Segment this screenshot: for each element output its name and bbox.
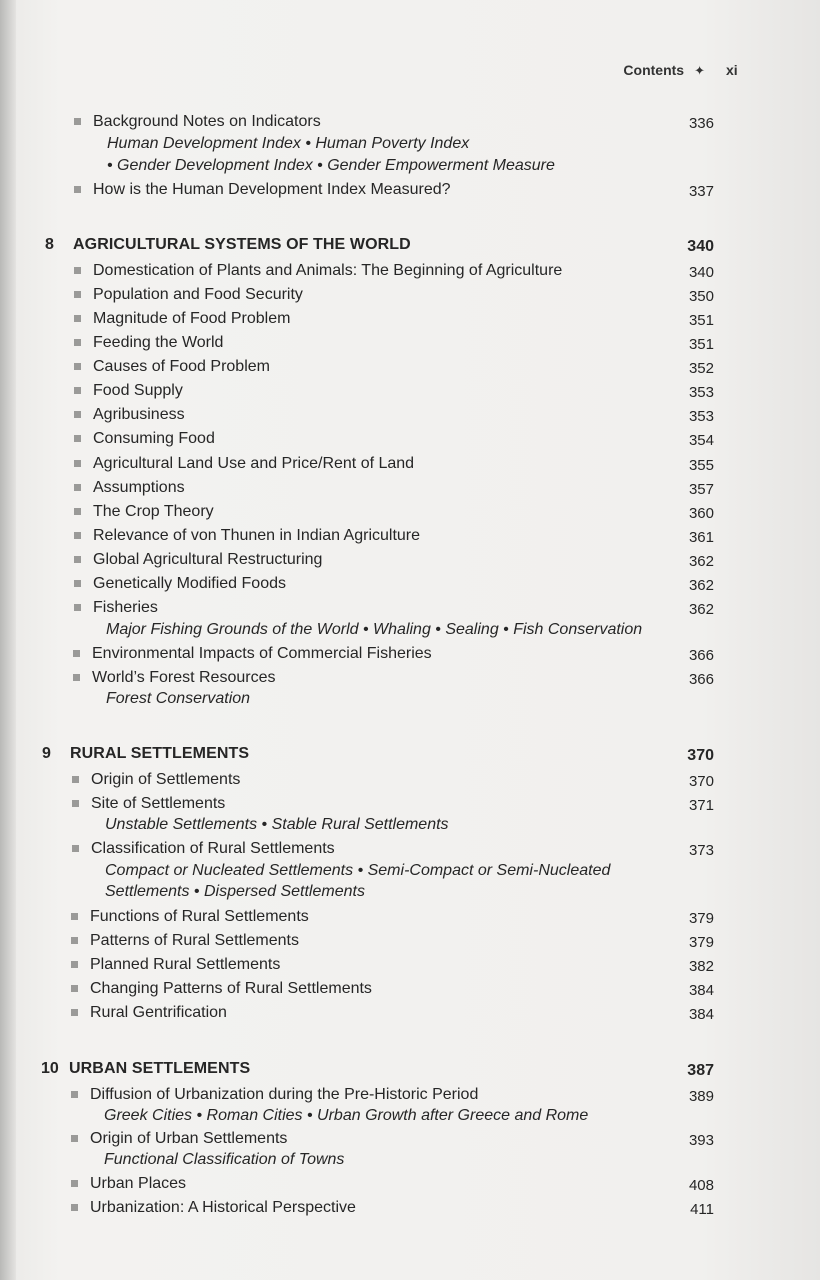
- entry-title: Consuming Food: [93, 430, 215, 447]
- entry-title: Environmental Impacts of Commercial Fisheries: [92, 645, 432, 662]
- entry-title: Feeding the World: [93, 334, 224, 351]
- entry-title: Planned Rural Settlements: [90, 956, 281, 973]
- page-number: 352: [688, 360, 714, 377]
- chapter-number: 8: [45, 236, 54, 253]
- square-bullet-icon: [71, 913, 78, 920]
- square-bullet-icon: [74, 532, 81, 539]
- page-number: 384: [688, 1006, 714, 1023]
- page-number: 362: [688, 577, 714, 594]
- page-number: 350: [688, 288, 714, 305]
- square-bullet-icon: [74, 484, 81, 491]
- entry-title: Diffusion of Urbanization during the Pre-Historic Period: [90, 1086, 479, 1103]
- toc-entry-row: [0, 906, 820, 928]
- toc-entry-row: [0, 643, 820, 665]
- page-number: 373: [688, 842, 714, 859]
- page-number: 353: [688, 408, 714, 425]
- page-number: 379: [688, 934, 714, 951]
- square-bullet-icon: [74, 460, 81, 467]
- toc-subtopics-row: [0, 860, 820, 882]
- square-bullet-icon: [74, 339, 81, 346]
- running-head-label: Contents: [623, 62, 685, 78]
- toc-entry-row: [0, 111, 820, 133]
- square-bullet-icon: [72, 845, 79, 852]
- chapter-number: 10: [41, 1060, 59, 1077]
- page-number: 370: [688, 773, 714, 790]
- toc-subtopics-row: [0, 881, 820, 903]
- page-number: 351: [688, 312, 714, 329]
- square-bullet-icon: [71, 961, 78, 968]
- page-number: 351: [688, 336, 714, 353]
- toc-entry-row: [0, 380, 820, 402]
- entry-title: Agribusiness: [93, 406, 185, 423]
- square-bullet-icon: [74, 411, 81, 418]
- entry-title: Population and Food Security: [93, 286, 303, 303]
- square-bullet-icon: [74, 363, 81, 370]
- chapter-title: RURAL SETTLEMENTS: [70, 745, 250, 762]
- diamond-ornament-icon: ✦: [694, 63, 705, 78]
- page-number: 379: [688, 910, 714, 927]
- chapter-number: 9: [42, 745, 51, 762]
- subtopics-text: Functional Classification of Towns: [104, 1151, 345, 1168]
- page-number: 362: [688, 553, 714, 570]
- square-bullet-icon: [71, 985, 78, 992]
- chapter-title: AGRICULTURAL SYSTEMS OF THE WORLD: [73, 236, 411, 253]
- subtopics-text: Forest Conservation: [106, 690, 251, 707]
- toc-subtopics-row: [0, 1105, 820, 1127]
- subtopics-text: Greek Cities • Roman Cities • Urban Growth after Greece and Rome: [104, 1107, 589, 1124]
- square-bullet-icon: [74, 604, 81, 611]
- square-bullet-icon: [74, 315, 81, 322]
- square-bullet-icon: [74, 580, 81, 587]
- toc-entry-row: [0, 1128, 820, 1150]
- toc-entry-row: [0, 525, 820, 547]
- page-number: 360: [688, 505, 714, 522]
- entry-title: Relevance of von Thunen in Indian Agriculture: [93, 527, 421, 544]
- entry-title: Functions of Rural Settlements: [90, 908, 309, 925]
- toc-entry-row: [0, 477, 820, 499]
- page-number: 371: [688, 797, 714, 814]
- toc-subtopics-row: [0, 1149, 820, 1171]
- running-head-page-number: xi: [726, 62, 738, 78]
- entry-title: Urban Places: [90, 1175, 187, 1192]
- entry-title: Domestication of Plants and Animals: The Beginning of Agriculture: [93, 262, 563, 279]
- page-number: 337: [688, 183, 714, 200]
- square-bullet-icon: [71, 1204, 78, 1211]
- toc-chapter-row: [0, 1058, 820, 1080]
- toc-entry-row: [0, 667, 820, 689]
- page-number: 361: [688, 529, 714, 546]
- entry-title: Classification of Rural Settlements: [91, 840, 335, 857]
- square-bullet-icon: [74, 267, 81, 274]
- square-bullet-icon: [71, 1091, 78, 1098]
- square-bullet-icon: [74, 435, 81, 442]
- page-number: 393: [688, 1132, 714, 1149]
- page-number: 387: [687, 1062, 714, 1079]
- square-bullet-icon: [74, 508, 81, 515]
- toc-entry-row: [0, 838, 820, 860]
- page-number: 370: [687, 747, 714, 764]
- toc-subtopics-row: [0, 155, 820, 177]
- square-bullet-icon: [72, 776, 79, 783]
- subtopics-text: Major Fishing Grounds of the World • Whaling • Sealing • Fish Conservation: [106, 621, 643, 638]
- entry-title: Food Supply: [93, 382, 183, 399]
- subtopics-text: Human Development Index • Human Poverty Index: [107, 135, 470, 152]
- entry-title: Agricultural Land Use and Price/Rent of Land: [93, 455, 415, 472]
- page-number: 389: [688, 1088, 714, 1105]
- square-bullet-icon: [74, 556, 81, 563]
- page-number: 340: [687, 238, 714, 255]
- chapter-title: URBAN SETTLEMENTS: [69, 1060, 251, 1077]
- toc-entry-row: [0, 954, 820, 976]
- entry-title: Fisheries: [93, 599, 158, 616]
- square-bullet-icon: [74, 291, 81, 298]
- toc-entry-row: [0, 260, 820, 282]
- toc-entry-row: [0, 793, 820, 815]
- page-number: 357: [688, 481, 714, 498]
- toc-entry-row: [0, 597, 820, 619]
- square-bullet-icon: [71, 1180, 78, 1187]
- toc-entry-row: [0, 769, 820, 791]
- entry-title: Assumptions: [93, 479, 185, 496]
- entry-title: Patterns of Rural Settlements: [90, 932, 299, 949]
- running-head: [623, 62, 738, 79]
- toc-entry-row: [0, 332, 820, 354]
- page-number: 362: [688, 601, 714, 618]
- toc-entry-row: [0, 1002, 820, 1024]
- entry-title: Site of Settlements: [91, 795, 226, 812]
- entry-title: Genetically Modified Foods: [93, 575, 286, 592]
- entry-title: Changing Patterns of Rural Settlements: [90, 980, 372, 997]
- square-bullet-icon: [74, 387, 81, 394]
- page-number: 336: [688, 115, 714, 132]
- page-number: 382: [688, 958, 714, 975]
- toc-entry-row: [0, 1197, 820, 1219]
- entry-title: Urbanization: A Historical Perspective: [90, 1199, 356, 1216]
- toc-subtopics-row: [0, 688, 820, 710]
- toc-entry-row: [0, 1173, 820, 1195]
- toc-entry-row: [0, 930, 820, 952]
- page-number: 408: [688, 1177, 714, 1194]
- entry-title: Background Notes on Indicators: [93, 113, 321, 130]
- square-bullet-icon: [71, 1009, 78, 1016]
- toc-entry-row: [0, 573, 820, 595]
- square-bullet-icon: [72, 800, 79, 807]
- toc-entry-row: [0, 428, 820, 450]
- subtopics-text: Settlements • Dispersed Settlements: [105, 883, 365, 900]
- entry-title: World’s Forest Resources: [92, 669, 276, 686]
- subtopics-text: • Gender Development Index • Gender Empowerment Measure: [107, 157, 555, 174]
- page-number: 355: [688, 457, 714, 474]
- toc-entry-row: [0, 356, 820, 378]
- square-bullet-icon: [74, 118, 81, 125]
- square-bullet-icon: [73, 674, 80, 681]
- subtopics-text: Unstable Settlements • Stable Rural Settlements: [105, 816, 449, 833]
- entry-title: Origin of Settlements: [91, 771, 241, 788]
- entry-title: How is the Human Development Index Measured?: [93, 181, 451, 198]
- toc-subtopics-row: [0, 814, 820, 836]
- toc-entry-row: [0, 179, 820, 201]
- toc-subtopics-row: [0, 133, 820, 155]
- toc-entry-row: [0, 453, 820, 475]
- page-number: 366: [688, 647, 714, 664]
- toc-entry-row: [0, 1084, 820, 1106]
- toc-entry-row: [0, 978, 820, 1000]
- toc-chapter-row: [0, 743, 820, 765]
- toc-subtopics-row: [0, 619, 820, 641]
- square-bullet-icon: [74, 186, 81, 193]
- square-bullet-icon: [71, 1135, 78, 1142]
- subtopics-text: Compact or Nucleated Settlements • Semi-Compact or Semi-Nucleated: [105, 862, 611, 879]
- entry-title: Magnitude of Food Problem: [93, 310, 291, 327]
- entry-title: The Crop Theory: [93, 503, 214, 520]
- toc-entry-row: [0, 501, 820, 523]
- page-number: 366: [688, 671, 714, 688]
- page-number: 353: [688, 384, 714, 401]
- page-number: 384: [688, 982, 714, 999]
- toc-entry-row: [0, 549, 820, 571]
- entry-title: Rural Gentrification: [90, 1004, 227, 1021]
- page-number: 354: [688, 432, 714, 449]
- toc-entry-row: [0, 284, 820, 306]
- square-bullet-icon: [73, 650, 80, 657]
- toc-entry-row: [0, 404, 820, 426]
- page-number: 340: [688, 264, 714, 281]
- square-bullet-icon: [71, 937, 78, 944]
- entry-title: Origin of Urban Settlements: [90, 1130, 288, 1147]
- entry-title: Global Agricultural Restructuring: [93, 551, 323, 568]
- entry-title: Causes of Food Problem: [93, 358, 270, 375]
- page-number: 411: [690, 1201, 714, 1218]
- toc-entry-row: [0, 308, 820, 330]
- toc-chapter-row: [0, 234, 820, 256]
